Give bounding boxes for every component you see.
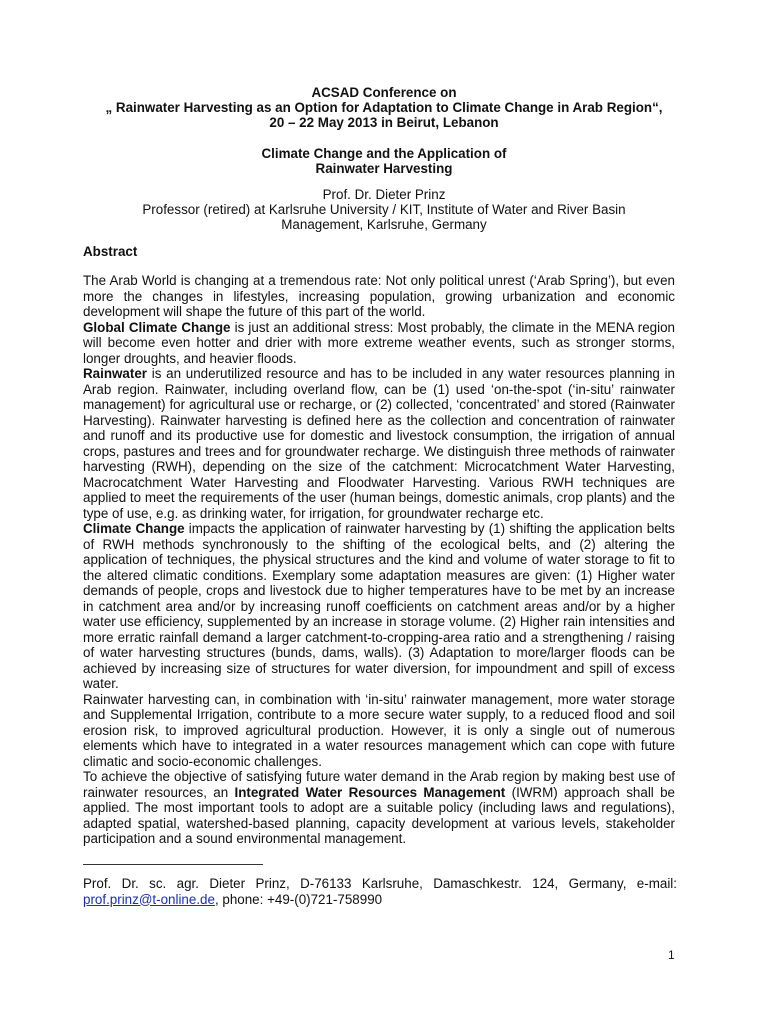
abstract-paragraph-4: Climate Change impacts the application of rainwater harvesting by (1) shifting the application belts of RWH methods synchronously to the shifting of the ecological belts, and (2) altering the application of techniques, the physical structures and the kind and volume of water storage to fit to the altered climatic conditions. Exemplary some adaptation measures are given: (1) Higher water demands of people, crops and livestock due to higher temperatures have to be met by an increase in catchment area and/or by increasing runoff coefficients on catchment areas and/or by a higher water use efficiency, supplemented by an increase in storage volume. (2) Higher rain intensities and more erratic rainfall demand a larger catchment-to-cropping-area ratio and a strengthening / raising of water harvesting structures (bunds, dams, walls). (3) Adaptation to more/larger floods can be achieved by increasing size of structures for water diversion, for impoundment and spill of excess water. xyxy=(83,521,675,691)
global-climate-change-term: Global Climate Change xyxy=(83,319,231,335)
author-block xyxy=(60,187,708,232)
abstract-paragraph-3: Rainwater is an underutilized resource and has to be included in any water resources planning in Arab region. Rainwater, including overland flow, can be (1) used ‘on-the-spot (‘in-situ’ rainwater management) for agricultural use or recharge, or (2) collected, ‘concentrated’ and stored (Rainwater Harvesting). Rainwater harvesting is defined here as the collection and concentration of rainwater and runoff and its productive use for domestic and livestock consumption, the irrigation of annual crops, pastures and trees and for groundwater recharge. We distinguish three methods of rainwater harvesting (RWH), depending on the size of the catchment: Microcatchment Water Harvesting, Macrocatchment Water Harvesting and Floodwater Harvesting. Various RWH techniques are applied to meet the requirements of the user (human beings, domestic animals, crop plants) and the type of use, e.g. as drinking water, for irrigation, for groundwater recharge etc. xyxy=(83,366,675,521)
paper-title-line-2: Rainwater Harvesting xyxy=(315,161,453,176)
abstract-body xyxy=(83,273,675,847)
footnote-separator xyxy=(83,864,263,865)
paper-title xyxy=(60,146,708,176)
conference-dates: 20 – 22 May 2013 in Beirut, Lebanon xyxy=(269,115,499,130)
abstract-paragraph-2: Global Climate Change is just an additional stress: Most probably, the climate in the MENA region will become even hotter and drier with more extreme weather events, such as stronger storms, longer droughts, and heavier floods. xyxy=(83,319,675,366)
climate-change-term: Climate Change xyxy=(83,521,185,536)
iwrm-term: Integrated Water Resources Management xyxy=(234,784,506,800)
author-affiliation-line-1: Professor (retired) at Karlsruhe University / KIT, Institute of Water and River Basin xyxy=(142,202,626,217)
paper-title-line-1: Climate Change and the Application of xyxy=(261,146,507,161)
abstract-paragraph-6: To achieve the objective of satisfying future water demand in the Arab region by making best use of rainwater resources, an Integrated Water Resources Management (IWRM) approach shall be applied. The most important tools to adopt are a suitable policy (including laws and regulations), adapted spatial, watershed-based planning, capacity development at various levels, stakeholder participation and a sound environmental management. xyxy=(83,769,675,846)
conference-header xyxy=(60,85,708,130)
footnote-phone: , phone: +49-(0)721-758990 xyxy=(214,891,383,907)
page-number: 1 xyxy=(668,948,675,962)
abstract-heading: Abstract xyxy=(83,244,138,259)
abstract-paragraph-5: Rainwater harvesting can, in combination with ‘in-situ’ rainwater management, more water storage and Supplemental Irrigation, contribute to a more secure water supply, to a reduced flood and soil erosion risk, to improved agricultural production. However, it is only a single out of numerous elements which have to integrated in a water resources management which can cope with future climatic and socio-economic challenges. xyxy=(83,691,675,769)
conference-label: ACSAD Conference on xyxy=(311,85,457,100)
footnote-address: Prof. Dr. sc. agr. Dieter Prinz, D-76133 Karlsruhe, Damaschkestr. 124, Germany, e-mail: xyxy=(83,876,677,891)
abstract-paragraph-1: The Arab World is changing at a tremendous rate: Not only political unrest (‘Arab Spring’), but even more the changes in lifestyles, increasing population, growing urbanization and economic development will shape the future of this part of the world. xyxy=(83,273,675,319)
author-affiliation-line-2: Management, Karlsruhe, Germany xyxy=(281,217,487,232)
footnote xyxy=(83,876,677,907)
rainwater-term: Rainwater xyxy=(83,366,147,381)
conference-theme: „ Rainwater Harvesting as an Option for Adaptation to Climate Change in Arab Region“, xyxy=(105,100,663,115)
author-name: Prof. Dr. Dieter Prinz xyxy=(322,187,446,202)
email-link[interactable]: prof.prinz@t-online.de xyxy=(83,891,215,907)
